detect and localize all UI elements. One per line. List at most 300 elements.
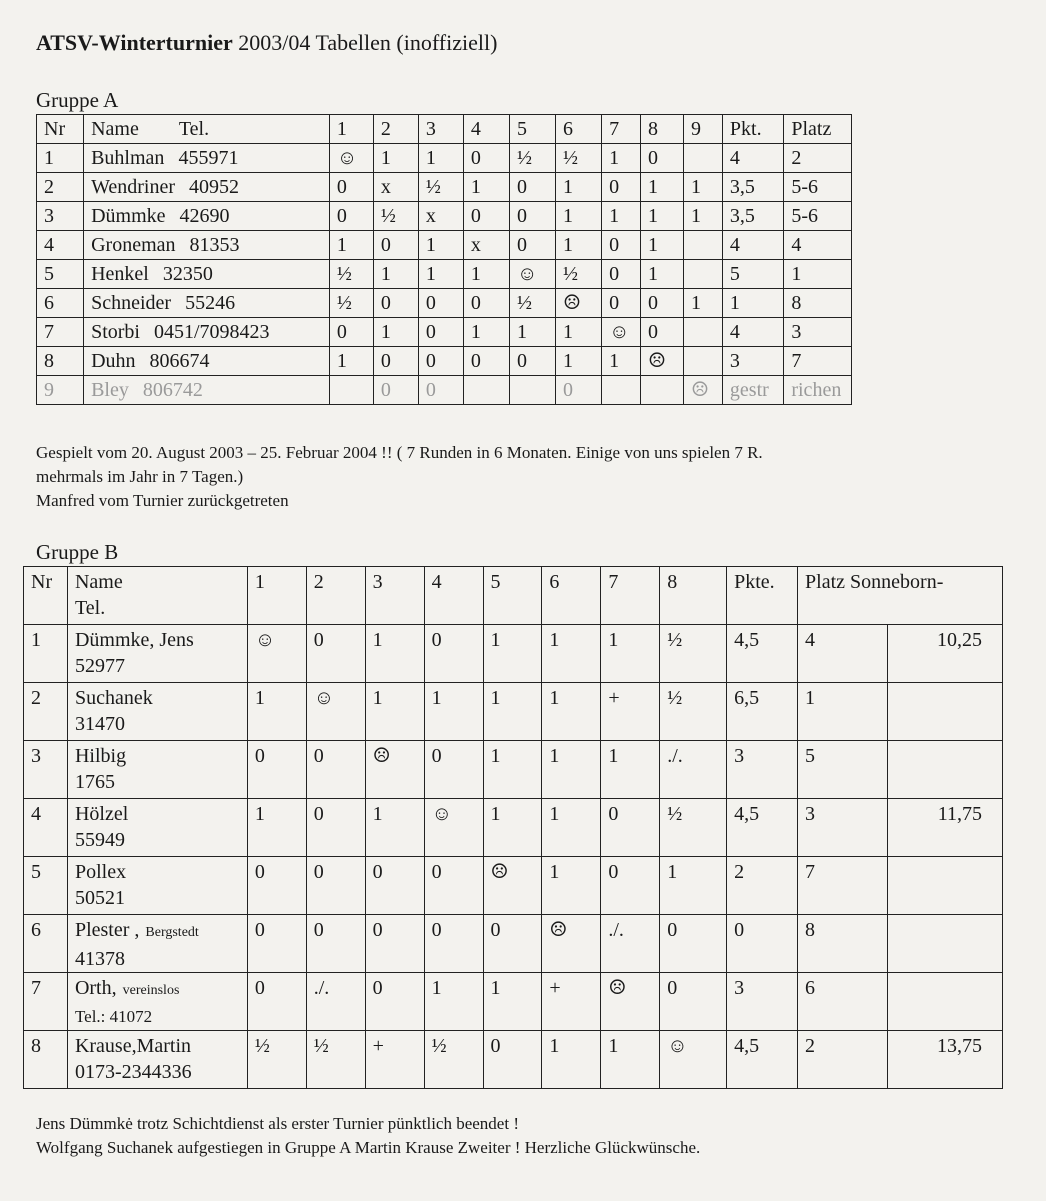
row-number: 6	[24, 915, 68, 973]
result-cell: ☹	[684, 376, 723, 405]
result-cell: 0	[373, 376, 418, 405]
result-cell: 1	[247, 683, 306, 741]
group-a-label: Gruppe A	[36, 88, 119, 112]
result-cell: 0	[602, 173, 641, 202]
result-cell	[463, 376, 509, 405]
result-cell	[602, 376, 641, 405]
result-cell: 1	[329, 231, 373, 260]
player-cell	[84, 144, 330, 173]
table-row	[24, 799, 1003, 857]
result-cell: 0	[660, 915, 727, 973]
result-cell	[684, 144, 723, 173]
player-name: Henkel	[91, 263, 149, 285]
player-name: Suchanek	[74, 687, 153, 709]
result-cell: 4,5	[727, 625, 798, 683]
player-cell	[67, 625, 247, 683]
result-cell: 1	[556, 231, 602, 260]
result-cell: 4	[722, 144, 783, 173]
result-cell: ½	[556, 144, 602, 173]
result-cell: 1	[602, 347, 641, 376]
result-cell: ☺	[602, 318, 641, 347]
result-cell: 0	[365, 915, 424, 973]
group-b-table	[23, 566, 1003, 1089]
result-cell: 1	[463, 173, 509, 202]
result-cell: 1	[542, 625, 601, 683]
note-line: Wolfgang Suchanek aufgestiegen in Gruppe A Martin Krause Zweiter ! Herzliche Glückwünsche.	[36, 1138, 701, 1157]
result-cell: x	[418, 202, 463, 231]
player-name-line	[75, 917, 247, 946]
row-number: 4	[24, 799, 68, 857]
table-header-row	[24, 567, 1003, 625]
player-tel: 0451/7098423	[154, 321, 270, 343]
result-cell: +	[601, 683, 660, 741]
notes-b	[36, 1112, 700, 1160]
result-cell: 1	[660, 857, 727, 915]
result-cell: ½	[329, 260, 373, 289]
result-cell: 1	[784, 260, 852, 289]
header-cell: 4	[424, 567, 483, 625]
table-row	[37, 260, 852, 289]
header-tel: Tel.	[74, 597, 106, 619]
result-cell: ./.	[601, 915, 660, 973]
sonneborn-cell	[887, 973, 1002, 1031]
player-cell	[84, 347, 330, 376]
result-cell: 0	[727, 915, 798, 973]
row-number: 7	[24, 973, 68, 1031]
result-cell: 1	[641, 202, 684, 231]
result-cell	[684, 347, 723, 376]
note-line: mehrmals im Jahr in 7 Tagen.)	[36, 467, 244, 486]
player-tel: 41378	[74, 948, 125, 970]
sonneborn-cell: 11,75	[887, 799, 1002, 857]
result-cell: 5-6	[784, 202, 852, 231]
header-cell: Nr	[37, 115, 84, 144]
table-row	[37, 144, 852, 173]
result-cell: 4,5	[727, 1031, 798, 1089]
result-cell: 1	[556, 173, 602, 202]
result-cell: 1	[556, 347, 602, 376]
result-cell	[329, 376, 373, 405]
player-tel: 55949	[74, 829, 125, 851]
table-row	[24, 857, 1003, 915]
player-cell	[67, 799, 247, 857]
result-cell: ☹	[365, 741, 424, 799]
player-cell	[84, 376, 330, 405]
result-cell: 0	[247, 973, 306, 1031]
result-cell: 6	[798, 973, 888, 1031]
result-cell: 1	[463, 318, 509, 347]
result-cell: 0	[463, 202, 509, 231]
row-number: 8	[24, 1031, 68, 1089]
result-cell: 0	[418, 376, 463, 405]
result-cell: +	[365, 1031, 424, 1089]
result-cell: 0	[418, 318, 463, 347]
result-cell: 1	[684, 289, 723, 318]
player-name: Buhlman	[91, 147, 165, 169]
result-cell: 0	[424, 857, 483, 915]
player-name: Duhn	[91, 350, 136, 372]
result-cell	[684, 260, 723, 289]
result-cell: x	[373, 173, 418, 202]
player-tel: 806674	[149, 350, 210, 372]
header-cell: Platz	[784, 115, 852, 144]
header-cell	[67, 567, 247, 625]
result-cell: 0	[373, 347, 418, 376]
row-number: 5	[37, 260, 84, 289]
result-cell: ½	[660, 799, 727, 857]
player-tel: 1765	[74, 771, 115, 793]
result-cell: 0	[247, 741, 306, 799]
title-bold: ATSV-Winterturnier	[36, 30, 233, 55]
player-tel: 40952	[189, 176, 239, 198]
header-cell: 6	[556, 115, 602, 144]
result-cell	[641, 376, 684, 405]
result-cell: ☹	[556, 289, 602, 318]
result-cell: ½	[329, 289, 373, 318]
result-cell: 1	[641, 173, 684, 202]
result-cell: 1	[641, 231, 684, 260]
result-cell: 1	[373, 144, 418, 173]
player-name: Dümmke, Jens	[74, 629, 194, 651]
result-cell: ½	[660, 683, 727, 741]
result-cell: 1	[424, 683, 483, 741]
result-cell: 0	[602, 289, 641, 318]
result-cell: 3	[784, 318, 852, 347]
result-cell: 0	[418, 289, 463, 318]
player-cell	[67, 915, 247, 973]
table-row	[37, 202, 852, 231]
table-row	[24, 683, 1003, 741]
header-name: Name	[74, 571, 123, 593]
player-name: Orth,	[74, 977, 117, 999]
result-cell	[684, 231, 723, 260]
player-cell	[67, 1031, 247, 1089]
row-number: 8	[37, 347, 84, 376]
header-cell: 3	[365, 567, 424, 625]
result-cell: 1	[509, 318, 555, 347]
player-name-line	[75, 743, 247, 769]
player-name-line	[75, 1033, 247, 1059]
player-tel: 50521	[74, 887, 125, 909]
result-cell: 0	[641, 289, 684, 318]
result-cell: 0	[509, 231, 555, 260]
row-number: 5	[24, 857, 68, 915]
result-cell	[509, 376, 555, 405]
result-cell: 4	[722, 318, 783, 347]
table-row	[37, 173, 852, 202]
table-row	[37, 231, 852, 260]
result-cell	[684, 318, 723, 347]
result-cell: ☺	[306, 683, 365, 741]
result-cell: 1	[542, 741, 601, 799]
result-cell: 0	[306, 741, 365, 799]
result-cell: ½	[509, 289, 555, 318]
result-cell: 1	[365, 799, 424, 857]
result-cell: 1	[601, 625, 660, 683]
result-cell: 0	[483, 1031, 542, 1089]
note-line: Jens Dümmkė trotz Schichtdienst als erster Turnier pünktlich beendet !	[36, 1114, 519, 1133]
player-tel: 81353	[189, 234, 240, 256]
result-cell: 0	[509, 347, 555, 376]
result-cell: 0	[463, 347, 509, 376]
result-cell: 0	[601, 799, 660, 857]
result-cell: 2	[798, 1031, 888, 1089]
player-name: Hilbig	[74, 745, 127, 767]
row-number: 2	[24, 683, 68, 741]
player-name-line	[75, 627, 247, 653]
result-cell: 0	[329, 173, 373, 202]
player-tel: 32350	[162, 263, 213, 285]
result-cell: ½	[247, 1031, 306, 1089]
result-cell: 1	[373, 260, 418, 289]
result-cell: 0	[641, 318, 684, 347]
header-cell: 1	[329, 115, 373, 144]
result-cell: 0	[306, 799, 365, 857]
result-cell: 1	[483, 741, 542, 799]
sonneborn-cell	[887, 857, 1002, 915]
player-name: Pollex	[74, 861, 127, 883]
result-cell: richen	[784, 376, 852, 405]
result-cell: 1	[798, 683, 888, 741]
player-cell	[67, 741, 247, 799]
row-number: 3	[37, 202, 84, 231]
row-number: 4	[37, 231, 84, 260]
result-cell: 0	[373, 231, 418, 260]
result-cell: 0	[373, 289, 418, 318]
sonneborn-cell	[887, 915, 1002, 973]
result-cell: 1	[684, 173, 723, 202]
result-cell: 3,5	[722, 173, 783, 202]
player-cell	[84, 173, 330, 202]
header-cell: 7	[601, 567, 660, 625]
result-cell: 1	[365, 625, 424, 683]
result-cell: ½	[373, 202, 418, 231]
result-cell: 0	[463, 289, 509, 318]
result-cell: ½	[556, 260, 602, 289]
player-cell	[84, 318, 330, 347]
result-cell: 1	[483, 683, 542, 741]
result-cell: ./.	[306, 973, 365, 1031]
player-cell	[67, 973, 247, 1031]
result-cell: 0	[247, 915, 306, 973]
notes-a	[36, 441, 763, 513]
result-cell: ☺	[660, 1031, 727, 1089]
result-cell: 1	[556, 202, 602, 231]
result-cell: 1	[418, 144, 463, 173]
result-cell: 0	[247, 857, 306, 915]
result-cell: 0	[365, 857, 424, 915]
player-club: Bergstedt	[145, 925, 199, 940]
player-tel: 806742	[142, 379, 203, 401]
table-row	[24, 915, 1003, 973]
table-header-row	[37, 115, 852, 144]
header-cell: 5	[509, 115, 555, 144]
result-cell: 2	[727, 857, 798, 915]
result-cell: 0	[602, 260, 641, 289]
table-row	[37, 318, 852, 347]
player-cell	[67, 683, 247, 741]
result-cell: 8	[798, 915, 888, 973]
result-cell: 0	[602, 231, 641, 260]
row-number: 7	[37, 318, 84, 347]
result-cell: 1	[542, 683, 601, 741]
result-cell: 0	[424, 915, 483, 973]
result-cell: 0	[463, 144, 509, 173]
player-name: Plester ,	[74, 919, 140, 941]
table-row	[37, 376, 852, 405]
player-cell	[84, 202, 330, 231]
row-number: 6	[37, 289, 84, 318]
header-cell: Pkt.	[722, 115, 783, 144]
player-name: Krause,Martin	[74, 1035, 192, 1057]
result-cell: 7	[784, 347, 852, 376]
result-cell: ☹	[641, 347, 684, 376]
result-cell: 1	[424, 973, 483, 1031]
row-number: 3	[24, 741, 68, 799]
result-cell: 0	[601, 857, 660, 915]
table-row	[24, 1031, 1003, 1089]
header-cell: 7	[602, 115, 641, 144]
player-name-line	[75, 685, 247, 711]
result-cell: 3	[722, 347, 783, 376]
result-cell: ☹	[601, 973, 660, 1031]
group-b-label: Gruppe B	[36, 540, 119, 564]
player-cell	[84, 231, 330, 260]
result-cell: 1	[483, 625, 542, 683]
result-cell: 2	[784, 144, 852, 173]
row-number: 1	[37, 144, 84, 173]
result-cell: 1	[483, 799, 542, 857]
result-cell: 4	[722, 231, 783, 260]
table-row	[24, 973, 1003, 1031]
result-cell: 1	[542, 799, 601, 857]
result-cell: 1	[483, 973, 542, 1031]
header-cell: 1	[247, 567, 306, 625]
player-tel: 455971	[178, 147, 239, 169]
result-cell: 0	[660, 973, 727, 1031]
result-cell: 1	[684, 202, 723, 231]
player-name: Wendriner	[91, 176, 175, 198]
result-cell: ½	[509, 144, 555, 173]
sonneborn-cell: 10,25	[887, 625, 1002, 683]
result-cell: 7	[798, 857, 888, 915]
result-cell: 0	[329, 202, 373, 231]
header-cell: 8	[641, 115, 684, 144]
sonneborn-cell: 13,75	[887, 1031, 1002, 1089]
header-cell: 2	[306, 567, 365, 625]
player-tel: 52977	[74, 655, 125, 677]
result-cell: 5	[798, 741, 888, 799]
result-cell: gestr	[722, 376, 783, 405]
player-cell	[84, 260, 330, 289]
result-cell: ½	[306, 1031, 365, 1089]
result-cell: ½	[424, 1031, 483, 1089]
result-cell: 1	[542, 1031, 601, 1089]
header-cell: Nr	[24, 567, 68, 625]
header-cell: 4	[463, 115, 509, 144]
player-name: Groneman	[91, 234, 176, 256]
result-cell: 1	[247, 799, 306, 857]
header-cell	[84, 115, 330, 144]
player-name-line	[75, 859, 247, 885]
row-number: 2	[37, 173, 84, 202]
header-cell: Platz Sonneborn-	[798, 567, 1003, 625]
result-cell: 0	[306, 857, 365, 915]
player-tel: 42690	[179, 205, 230, 227]
player-name: Dümmke	[91, 205, 166, 227]
sonneborn-cell	[887, 683, 1002, 741]
player-cell	[67, 857, 247, 915]
result-cell: 0	[418, 347, 463, 376]
result-cell: +	[542, 973, 601, 1031]
result-cell: ½	[660, 625, 727, 683]
table-row	[37, 347, 852, 376]
player-name-line	[75, 801, 247, 827]
result-cell: 0	[329, 318, 373, 347]
player-name: Hölzel	[74, 803, 129, 825]
result-cell: 0	[509, 173, 555, 202]
player-cell	[84, 289, 330, 318]
player-tel: Tel.: 41072	[74, 1007, 153, 1026]
result-cell: 8	[784, 289, 852, 318]
result-cell: 3	[727, 973, 798, 1031]
player-tel: 55246	[185, 292, 236, 314]
result-cell: ☺	[247, 625, 306, 683]
result-cell: 0	[556, 376, 602, 405]
result-cell: 1	[463, 260, 509, 289]
row-number: 9	[37, 376, 84, 405]
result-cell: 4	[798, 625, 888, 683]
result-cell: 0	[483, 915, 542, 973]
header-cell: 8	[660, 567, 727, 625]
result-cell: 5-6	[784, 173, 852, 202]
result-cell: 1	[722, 289, 783, 318]
result-cell: 1	[542, 857, 601, 915]
header-cell: 6	[542, 567, 601, 625]
result-cell: 3,5	[722, 202, 783, 231]
player-tel: 31470	[74, 713, 125, 735]
result-cell: 4,5	[727, 799, 798, 857]
player-name: Schneider	[91, 292, 172, 314]
header-cell: 2	[373, 115, 418, 144]
header-cell: Pkte.	[727, 567, 798, 625]
title-rest: 2003/04 Tabellen (inoffiziell)	[232, 30, 498, 55]
note-line: Manfred vom Turnier zurückgetreten	[36, 491, 289, 510]
player-name: Bley	[91, 379, 129, 401]
result-cell: 0	[306, 915, 365, 973]
result-cell: 0	[424, 741, 483, 799]
result-cell: 0	[424, 625, 483, 683]
result-cell: 1	[418, 260, 463, 289]
result-cell: x	[463, 231, 509, 260]
player-name: Storbi	[91, 321, 140, 343]
result-cell: 5	[722, 260, 783, 289]
page-title	[36, 30, 497, 56]
result-cell: 1	[418, 231, 463, 260]
result-cell: ./.	[660, 741, 727, 799]
header-cell: 3	[418, 115, 463, 144]
sonneborn-cell	[887, 741, 1002, 799]
result-cell: 6,5	[727, 683, 798, 741]
result-cell: ½	[418, 173, 463, 202]
player-club: vereinslos	[122, 983, 180, 998]
row-number: 1	[24, 625, 68, 683]
result-cell: 1	[601, 741, 660, 799]
player-tel: 0173-2344336	[74, 1061, 192, 1083]
group-a-table	[36, 114, 852, 405]
result-cell: ☺	[329, 144, 373, 173]
result-cell: 1	[365, 683, 424, 741]
